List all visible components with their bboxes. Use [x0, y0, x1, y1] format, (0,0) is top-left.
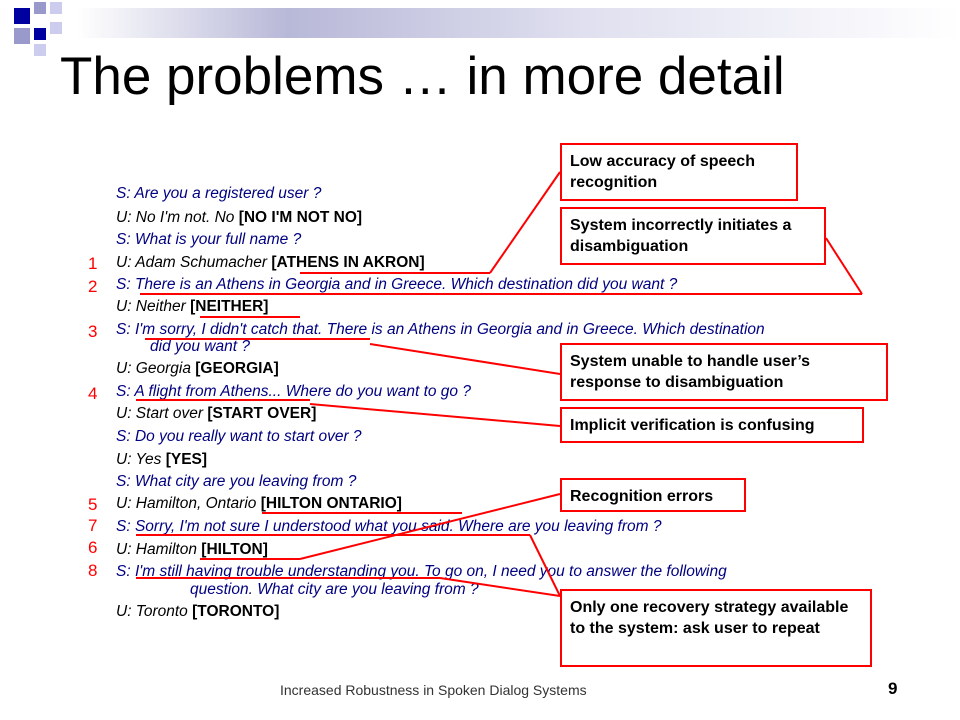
- speaker: U:: [116, 603, 132, 620]
- connector-line: [490, 172, 560, 273]
- speaker: S:: [116, 428, 131, 445]
- dialog-line: S: Sorry, I'm not sure I understood what you said. Where are you leaving from ?: [116, 518, 662, 535]
- connector-line: [440, 578, 560, 596]
- speaker: U:: [116, 495, 132, 512]
- connector-line: [310, 404, 560, 426]
- dialog-line: U: Adam Schumacher [ATHENS IN AKRON]: [116, 254, 425, 271]
- speaker: S:: [116, 321, 131, 338]
- slide-title: The problems … in more detail: [60, 47, 785, 106]
- marker-number: 6: [88, 538, 98, 557]
- connector-line: [370, 344, 560, 374]
- speaker: U:: [116, 451, 132, 468]
- callout-box: Low accuracy of speech recognition: [560, 143, 798, 201]
- marker-number: 1: [88, 254, 98, 273]
- callout-box: Only one recovery strategy available to the system: ask user to repeat: [560, 589, 872, 667]
- marker-number: 8: [88, 561, 98, 580]
- dialog-line: S: A flight from Athens... Where do you want to go ?: [116, 383, 471, 400]
- dialog-line: U: Georgia [GEORGIA]: [116, 360, 279, 377]
- speaker: S:: [116, 276, 131, 293]
- marker-number: 2: [88, 277, 98, 296]
- speaker: U:: [116, 360, 132, 377]
- speaker: S:: [116, 383, 131, 400]
- dialog-line-continuation: question. What city are you leaving from ?: [190, 581, 479, 598]
- slide-footer: Increased Robustness in Spoken Dialog Systems: [280, 682, 587, 698]
- speaker: S:: [116, 185, 131, 202]
- callout-box: System unable to handle user’s response to disambiguation: [560, 343, 888, 401]
- dialog-line: S: There is an Athens in Georgia and in Greece. Which destination did you want ?: [116, 276, 678, 293]
- connector-line: [826, 238, 862, 294]
- dialog-line: U: Hamilton, Ontario [HILTON ONTARIO]: [116, 495, 402, 512]
- speaker: S:: [116, 231, 131, 248]
- connector-line: [530, 535, 560, 596]
- dialog-line: U: Toronto [TORONTO]: [116, 603, 280, 620]
- connector-line: [300, 494, 560, 559]
- dialog-line: S: What city are you leaving from ?: [116, 473, 357, 490]
- speaker: U:: [116, 541, 132, 558]
- speaker: U:: [116, 254, 132, 271]
- marker-number: 4: [88, 384, 98, 403]
- speaker: U:: [116, 405, 132, 422]
- callout-box: Implicit verification is confusing: [560, 407, 864, 443]
- dialog-line: U: Start over [START OVER]: [116, 405, 317, 422]
- callout-box: Recognition errors: [560, 478, 746, 512]
- dialog-line: S: What is your full name ?: [116, 231, 302, 248]
- dialog-line: S: I'm sorry, I didn't catch that. There is an Athens in Georgia and in Greece. Which destination: [116, 321, 765, 338]
- marker-number: 7: [88, 516, 98, 535]
- dialog-line: U: No I'm not. No [NO I'M NOT NO]: [116, 209, 363, 226]
- speaker: S:: [116, 563, 131, 580]
- marker-number: 3: [88, 322, 98, 341]
- dialog-line: S: Are you a registered user ?: [116, 185, 322, 202]
- dialog-line: U: Yes [YES]: [116, 451, 208, 468]
- dialog-line: U: Hamilton [HILTON]: [116, 541, 268, 558]
- dialog-line: S: Do you really want to start over ?: [116, 428, 362, 445]
- speaker: U:: [116, 298, 132, 315]
- dialog-line-continuation: did you want ?: [150, 338, 250, 355]
- speaker: S:: [116, 473, 131, 490]
- marker-number: 5: [88, 495, 98, 514]
- dialog-line: S: I'm still having trouble understanding you. To go on, I need you to answer the following: [116, 563, 727, 580]
- dialog-line: U: Neither [NEITHER]: [116, 298, 269, 315]
- speaker: U:: [116, 209, 132, 226]
- callout-box: System incorrectly initiates a disambiguation: [560, 207, 826, 265]
- speaker: S:: [116, 518, 131, 535]
- page-number: 9: [888, 679, 898, 698]
